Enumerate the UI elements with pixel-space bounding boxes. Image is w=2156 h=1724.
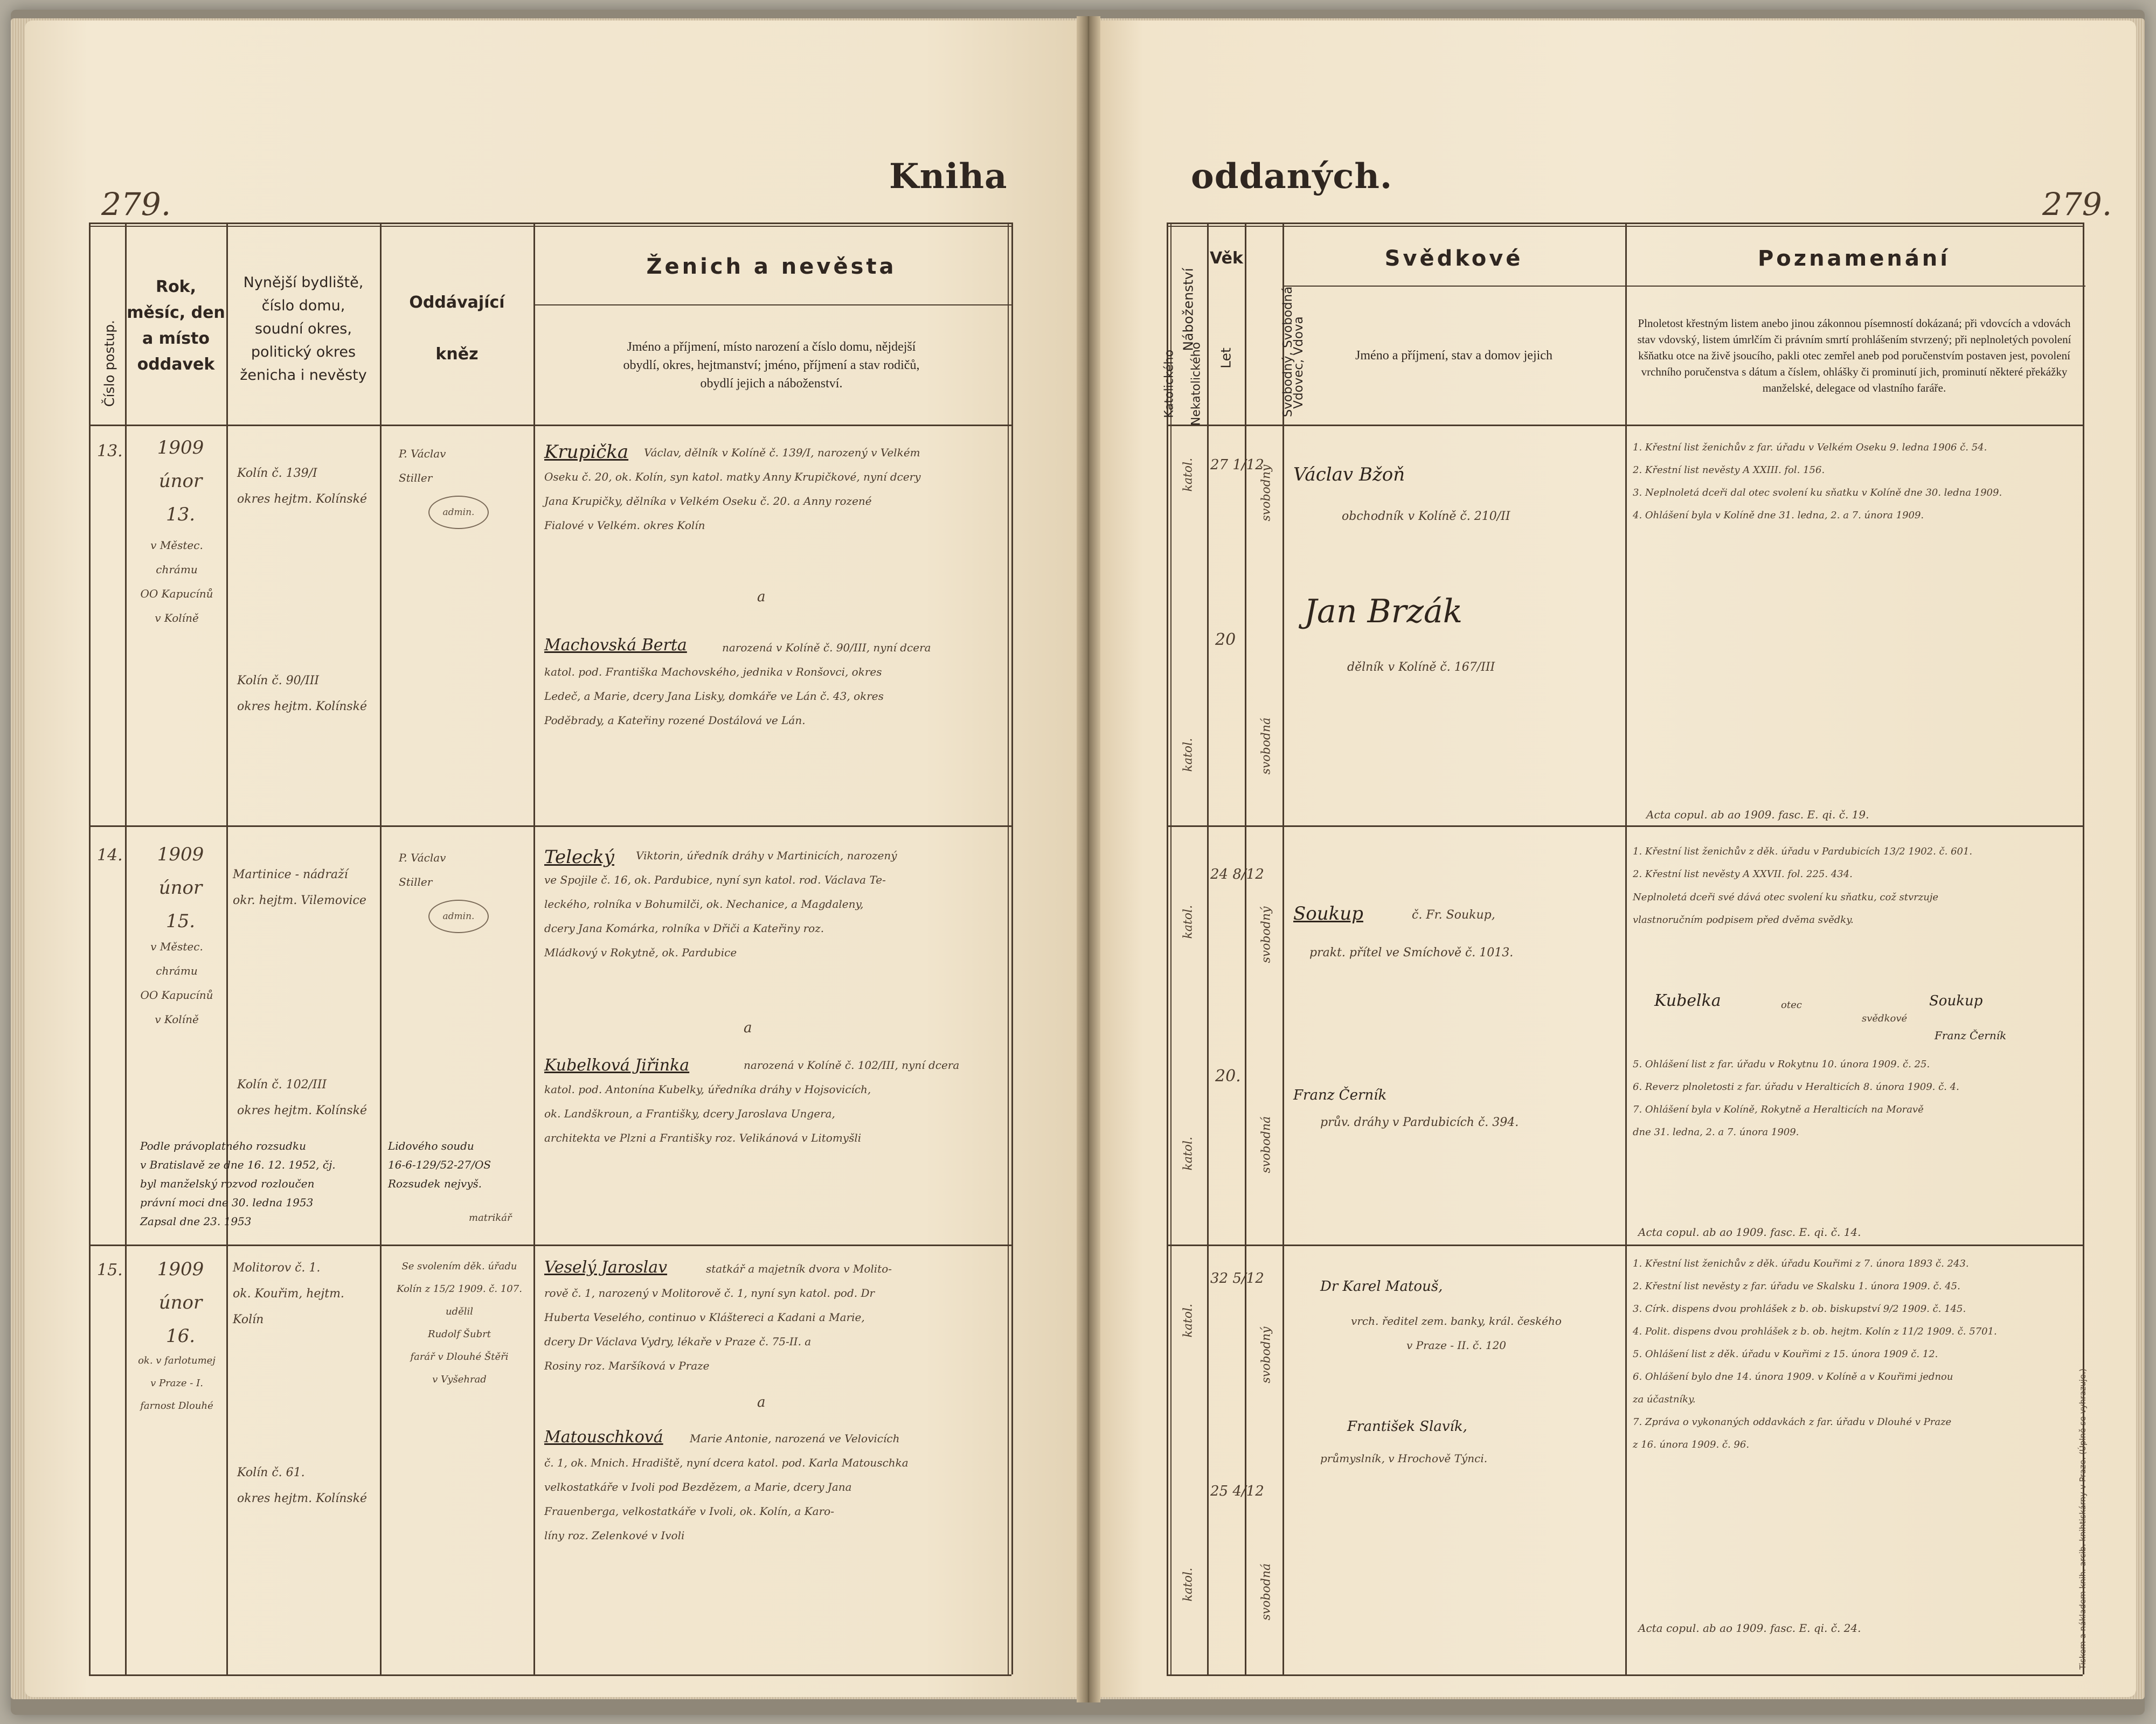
title-right: oddaných.: [1191, 156, 1393, 197]
priest-stamp: admin.: [428, 900, 489, 933]
footer-note: Acta copul. ab ao 1909. fasc. E. qi. č. 24.: [1638, 1622, 1861, 1635]
left-vline-1: [125, 223, 127, 1674]
witness2-name: Jan Brzák: [1304, 593, 1463, 630]
col-header-let: Let: [1218, 347, 1234, 369]
witness1-text: prakt. přítel ve Smíchově č. 1013.: [1309, 946, 1514, 960]
col-header-katolicke: Katolického: [1162, 350, 1176, 418]
col-header-nabozenstvi: Náboženství: [1180, 268, 1196, 351]
bride-age: 20: [1215, 630, 1236, 649]
groom-residence: Kolín č. 139/I okres hejtm. Kolínské: [237, 467, 368, 506]
groom-status: svobodný: [1259, 1326, 1273, 1384]
groom-residence: Martinice - nádraží okr. hejtm. Vilemovice: [233, 868, 366, 907]
bride-text: Marie Antonie, narozená ve Velovicích č. 1, ok. Mnich. Hradiště, nyní dcera katol. pod. Karla Matouschka velkostatkáře v Ivoli pod Bezdězem, a Marie, dcery Jana Frauenberga, velkostatkáře v Ivoli, ok. Kolín, a Karo- líny roz. Zelenkové v Ivoli: [544, 1432, 909, 1542]
col-header-zenich: Ženich a nevěsta: [646, 254, 897, 279]
footer-note: Acta copul. ab ao 1909. fasc. E. qi. č. 14.: [1638, 1226, 1861, 1239]
bride-religion: katol.: [1181, 1567, 1195, 1602]
col-header-svobodny: Svobodný, Svobodná: [1281, 286, 1295, 418]
groom-religion: katol.: [1181, 905, 1195, 939]
printer-imprint: Tiskem a nákladem knih. arcib. knihtiskárny v Praze. (Úplně se vyhrazuje.): [2078, 1368, 2088, 1670]
left-vline-3: [380, 223, 382, 1674]
consent-text: Neplnoletá dceři své dává otec svolení ku sňatku, což stvrzuje vlastnoručním podpisem před dvěma svědky.: [1633, 892, 1939, 926]
entry-number: 13.: [97, 442, 123, 461]
conj-a: a: [744, 1020, 752, 1036]
notes: 1. Křestní list ženichův z far. úřadu v Velkém Oseku 9. ledna 1906 č. 54. 2. Křestní list nevěsty A XXIII. fol. 156. 3. Neplnoletá dceři dal otec svolení ku sňatku v Kolíně dne 30. ledna 1909. 4. Ohlášení byla v Kolíně dne 31. ledna, 2. a 7. února 1909.: [1633, 442, 2002, 521]
col-header-zenich-sub: Jméno a příjmení, místo narození a číslo domu, nějdejší obydlí, okres, hejtmanství; jméno, příjmení a stav rodičů, obydlí jejich a náboženství.: [623, 339, 920, 391]
notes-top: 1. Křestní list ženichův z děk. úřadu v Pardubicích 13/2 1902. č. 601. 2. Křestní list nevěsty A XXVII. fol. 225. 434.: [1633, 846, 1973, 880]
left-vline-5b: [1008, 223, 1009, 1674]
right-vline-0: [1167, 223, 1168, 1674]
groom-text: Václav, dělník v Kolíně č. 139/I, narozený v Velkém Oseku č. 20, ok. Kolín, syn katol. matky Anny Krupičkové, nyní dcery Jana Krupičky, dělníka v Velkém Oseku č. 20. a Anny rozené Fialové v Velkém. okres Kolín: [544, 446, 921, 532]
bride-status: svobodná: [1259, 717, 1273, 775]
bride-residence: Kolín č. 102/III okres hejtm. Kolínské: [237, 1078, 368, 1117]
consent-signature-witness1: Soukup: [1929, 993, 1983, 1009]
col-header-knez: Oddávající kněz: [409, 293, 505, 364]
groom-age: 27 1/12: [1210, 457, 1264, 473]
groom-status: svobodný: [1259, 464, 1273, 522]
col-header-svedkove: Svědkové: [1384, 246, 1523, 271]
entry-date: 1909 únor 16.: [157, 1259, 204, 1347]
left-vline-0: [89, 223, 91, 1674]
witness1-name: Václav Bžoň: [1293, 464, 1405, 485]
right-bottom-rule: [1167, 1674, 2083, 1676]
col-header-vek: Věk: [1210, 249, 1243, 268]
right-row-rule-1: [1167, 825, 2083, 827]
right-header-rule: [1167, 425, 2083, 426]
groom-age: 32 5/12: [1210, 1270, 1264, 1287]
annotation: Podle právoplatného rozsudku v Bratislavě ze dne 16. 12. 1952, čj. byl manželský rozvod rozloučen právní moci dne 30. ledna 1953 Zapsal dne 23. 1953: [140, 1139, 336, 1228]
priest-name: P. Václav Stiller: [399, 851, 446, 888]
col-header-cislo: Číslo postup.: [101, 319, 117, 407]
witness2-text: dělník v Kolíně č. 167/III: [1347, 661, 1495, 674]
bride-name: Matouschková: [544, 1428, 663, 1447]
page-number-left: 279.: [101, 186, 171, 223]
right-top-rule: [1167, 223, 2083, 224]
witness1-name: Soukup: [1293, 903, 1363, 924]
annotation-court: Lidového soudu 16-6-129/52-27/OS Rozsudek nejvyš.: [388, 1139, 491, 1190]
witness1-suffix: č. Fr. Soukup,: [1412, 908, 1495, 922]
bride-status: svobodná: [1259, 1116, 1273, 1173]
bride-name: Machovská Berta: [544, 636, 687, 655]
entry-place: ok. v farlotumej v Praze - I. farnost Dlouhé: [138, 1355, 216, 1412]
witness1-text: vrch. ředitel zem. banky, král. českého v Praze - II. č. 120: [1351, 1315, 1562, 1352]
col-header-nekatolicke: Nekatolického: [1189, 342, 1203, 426]
book-gutter: [1077, 16, 1100, 1702]
right-vline-1: [1207, 223, 1209, 1674]
left-vline-4: [533, 223, 535, 1674]
priest-stamp: admin.: [428, 496, 489, 529]
bride-residence: Kolín č. 90/III okres hejtm. Kolínské: [237, 674, 368, 713]
right-top-rule-double: [1167, 226, 2083, 227]
conj-a: a: [757, 1394, 766, 1410]
col-header-vdovec: Vdovec, Vdova: [1292, 316, 1306, 409]
witness2-name: Franz Černík: [1293, 1087, 1387, 1103]
bride-residence: Kolín č. 61. okres hejtm. Kolínské: [237, 1466, 368, 1505]
left-vline-5: [1011, 223, 1013, 1674]
groom-age: 24 8/12: [1210, 866, 1264, 882]
groom-residence: Molitorov č. 1. ok. Kouřim, hejtm. Kolín: [233, 1261, 344, 1326]
col-header-poznamenani-sub: Plnoletost křestným listem anebo jinou zákonnou písemností dokázaná; při vdovcích a vdovách stav vdovský, listem úmrlčím či právním smrtí prohlášením stvrzený; při neplnoletých povolení kšňatku otce na živě jsoucího, pakli otec zemřel aneb pod poručenstvím postaven jest, povolení vrchního poručenstva s dátum a číslem, ohlášky či prominutí jich, prominutí některé překážky manželské, delegace od vlastního faráře.: [1637, 317, 2071, 394]
footer-note: Acta copul. ab ao 1909. fasc. E. qi. č. 19.: [1646, 808, 1869, 821]
title-left: Kniha: [889, 156, 1008, 197]
groom-name: Veselý Jaroslav: [544, 1258, 668, 1277]
bride-text: narozená v Kolíně č. 90/III, nyní dcera katol. pod. Františka Machovského, jednika v Ronšovci, okres Ledeč, a Marie, dcery Jana Lisky, domkáře ve Lán č. 43, okres Poděbrady, a Kateřiny rozené Dostálová ve Lán.: [544, 641, 931, 727]
groom-religion: katol.: [1181, 457, 1195, 492]
left-bottom-rule: [89, 1674, 1011, 1676]
col-header-svedkove-sub: Jméno a příjmení, stav a domov jejich: [1355, 349, 1552, 363]
conj-a: a: [757, 589, 766, 605]
right-vline-3: [1282, 223, 1284, 1674]
notes: 1. Křestní list ženichův z děk. úřadu Kouřimi z 7. února 1893 č. 243. 2. Křestní list nevěsty z far. úřadu ve Skalsku 1. února 1909. č. 45. 3. Círk. dispens dvou prohlášek z b. ob. biskupství 9/2 1909. č. 145. 4. Polit. dispens dvou prohlášek z b. ob. hejtm. Kolín z 11/2 1909. č. 5701. 5. Ohlášení list z děk. úřadu v Kouřimi z 15. února 1909 č. 12. 6. Ohlášení bylo dne 14. února 1909. v Kolíně a v Kouřimi jednou za účastníky. 7. Zpráva o vykonaných oddavkách z far. úřadu v Dlouhé v Praze z 16. února 1909. č. 96.: [1633, 1258, 1997, 1450]
right-vline-2: [1245, 223, 1246, 1674]
right-vline-4: [1625, 223, 1627, 1674]
bride-religion: katol.: [1181, 738, 1195, 772]
groom-name: Telecký: [544, 846, 615, 868]
col-header-bydliste: Nynější bydliště, číslo domu, soudní okres, politický okres ženicha i nevěsty: [240, 274, 367, 384]
entry-number: 15.: [97, 1261, 123, 1280]
bride-text: narozená v Kolíně č. 102/III, nyní dcera katol. pod. Antonína Kubelky, úředníka dráhy v Hojsovicích, ok. Landškroun, a Františky, dcery Jaroslava Ungera, architekta ve Plzni a Františky roz. Velikánová v Litomyšli: [544, 1059, 960, 1144]
priest-name: Se svolením děk. úřadu Kolín z 15/2 1909. č. 107. udělil Rudolf Šubrt farář v Dlouhé Štěři v Vyšehrad: [397, 1261, 522, 1385]
entry-date: 1909 únor 15.: [157, 844, 204, 932]
bride-religion: katol.: [1181, 1136, 1195, 1171]
right-row-rule-2: [1167, 1245, 2083, 1246]
consent-signature-witness2: Franz Černík: [1935, 1029, 2007, 1042]
page-number-right: 279.: [2042, 186, 2112, 223]
witness1-name: Dr Karel Matouš,: [1320, 1278, 1443, 1295]
consent-witnesses-label: svědkové: [1862, 1013, 1908, 1024]
col-header-poznamenani: Poznamenání: [1757, 246, 1950, 271]
annotation-clerk: matrikář: [469, 1212, 512, 1224]
witness2-text: prův. dráhy v Pardubicích č. 394.: [1320, 1116, 1519, 1129]
groom-status: svobodný: [1259, 906, 1273, 963]
notes-bottom: 5. Ohlášení list z far. úřadu v Rokytnu 10. února 1909. č. 25. 6. Reverz plnoletosti z far. úřadu v Heralticích 8. února 1909. č. 4. 7. Ohlášení byla v Kolíně, Rokytně a Heralticích na Moravě dne 31. ledna, 2. a 7. února 1909.: [1633, 1059, 1959, 1138]
col-header-rok: Rok, měsíc, den a místo oddavek: [127, 277, 225, 374]
consent-signature-father: Kubelka: [1654, 991, 1721, 1010]
bride-age: 25 4/12: [1210, 1483, 1264, 1499]
groom-religion: katol.: [1181, 1303, 1195, 1338]
left-vline-2: [226, 223, 228, 1674]
entry-date: 1909 únor 13.: [157, 437, 204, 525]
right-vline-0b: [1170, 223, 1171, 1674]
groom-text: statkář a majetník dvora v Molito- rově č. 1, narozený v Molitorově č. 1, nyní syn katol. pod. Dr Huberta Veselého, continuo v Kláštereci a Kadani a Marie, dcery Dr Václava Vydry, lékaře v Praze č. 75-II. a Rosiny roz. Maršíková v Praze: [544, 1262, 892, 1372]
entry-place: v Městec. chrámu OO Kapucínů v Kolíně: [140, 539, 213, 624]
witness2-name: František Slavík,: [1347, 1419, 1467, 1435]
right-sub-rule: [1282, 286, 2085, 287]
entry-place: v Městec. chrámu OO Kapucínů v Kolíně: [140, 940, 213, 1026]
groom-text: Viktorin, úředník dráhy v Martinicích, narozený ve Spojile č. 16, ok. Pardubice, nyní syn katol. rod. Václava Te- leckého, rolníka v Bohumilči, ok. Nechanice, a Magdaleny, dcery Jana Komárka, rolníka v Dřiči a Kateřiny roz. Mládkový v Rokytně, ok. Pardubice: [544, 849, 897, 959]
witness2-text: průmyslník, v Hrochově Týnci.: [1320, 1452, 1488, 1465]
left-zenich-sub-rule: [533, 304, 1011, 305]
bride-status: svobodná: [1259, 1563, 1273, 1621]
priest-name: P. Václav Stiller: [399, 447, 446, 484]
entry-number: 14.: [97, 846, 123, 865]
consent-father-label: otec: [1781, 999, 1802, 1011]
bride-name: Kubelková Jiřinka: [544, 1056, 690, 1075]
bride-age: 20.: [1215, 1067, 1241, 1086]
groom-name: Krupička: [544, 441, 629, 463]
witness1-text: obchodník v Kolíně č. 210/II: [1342, 510, 1510, 523]
